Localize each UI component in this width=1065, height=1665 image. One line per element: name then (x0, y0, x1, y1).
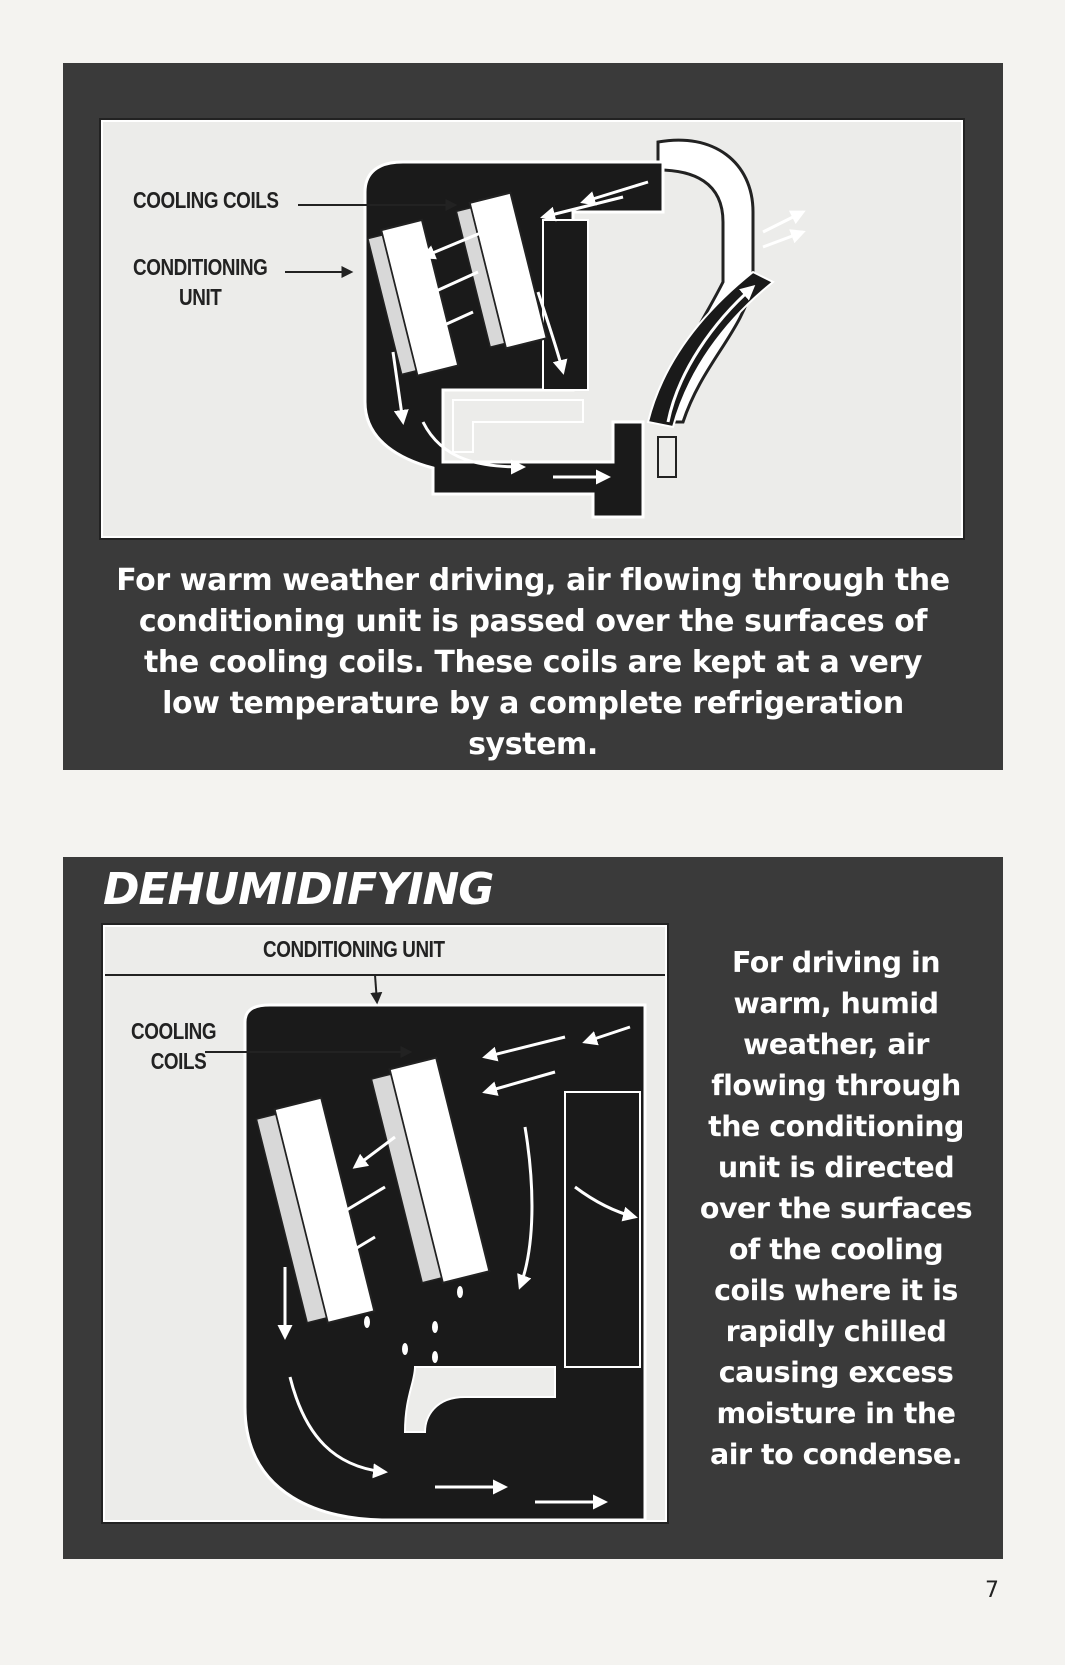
cooling-caption: For warm weather driving, air flowing through the conditioning unit is passed over the surfaces of the cooling coils. These coils are kept at a very low temperature by a complete refrigeration system. (116, 563, 950, 762)
conditioning-unit-label-bottom: CONDITIONING UNIT (263, 936, 445, 962)
dehumidifying-diagram (103, 925, 667, 1522)
cooling-label-line2: COILS (150, 1047, 207, 1074)
dehumidifying-heading: DEHUMIDIFYING (103, 864, 494, 915)
dehumidifying-caption (678, 942, 994, 1475)
caption-line: of the cooling (728, 1233, 944, 1266)
conditioning-unit-illustration (103, 122, 961, 536)
conditioning-label-line2: UNIT (179, 283, 222, 310)
caption-line: over the surfaces (699, 1192, 973, 1225)
conditioning-unit-label (133, 253, 267, 313)
caption-line: moisture in the (716, 1397, 956, 1430)
caption-line: unit is directed (717, 1151, 955, 1184)
caption-line: warm, humid (733, 987, 939, 1020)
page-number: 7 (985, 1578, 999, 1603)
cooling-label-line1: COOLING (131, 1018, 217, 1044)
caption-line: rapidly chilled (725, 1315, 947, 1348)
caption-line: weather, air (743, 1028, 929, 1061)
caption-line: air to condense. (709, 1438, 962, 1471)
cooling-coils-label-bottom (131, 1017, 216, 1077)
cooling-coils-label: COOLING COILS (133, 187, 279, 213)
caption-line: coils where it is (714, 1274, 958, 1307)
dehumidifying-illustration (105, 927, 665, 1520)
caption-line: flowing through (711, 1069, 961, 1102)
caption-line: the conditioning (708, 1110, 964, 1143)
caption-line: For driving in (731, 946, 941, 979)
cooling-panel (63, 63, 1003, 770)
conditioning-label-line1: CONDITIONING (133, 254, 268, 280)
caption-line: causing excess (718, 1356, 954, 1389)
cooling-diagram (101, 120, 963, 538)
dehumidifying-panel (63, 857, 1003, 1559)
